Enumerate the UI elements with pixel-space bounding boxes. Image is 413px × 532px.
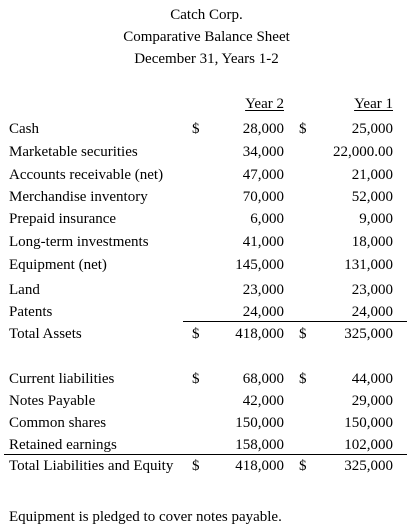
table-row-prepaid-insurance: [0, 210, 413, 228]
table-row-cash: [0, 120, 413, 138]
value-year2: 34,000: [242, 144, 284, 160]
table-row-equipment: [0, 256, 413, 274]
company-name: Catch Corp.: [170, 7, 243, 23]
currency-symbol: $: [192, 121, 200, 137]
value-year2: 41,000: [242, 234, 284, 250]
row-label: Total Assets: [9, 326, 82, 342]
row-label: Prepaid insurance: [9, 211, 117, 227]
table-row-patents: [0, 303, 413, 321]
currency-symbol: $: [299, 458, 307, 474]
row-label: Patents: [9, 304, 53, 320]
currency-symbol: $: [192, 326, 200, 342]
subtotal-rule: [183, 321, 407, 322]
statement-period: December 31, Years 1-2: [134, 51, 279, 67]
value-year2: 28,000: [242, 121, 284, 137]
value-year2: 418,000: [235, 458, 284, 474]
statement-title: Comparative Balance Sheet: [123, 29, 290, 45]
row-label: Land: [9, 282, 40, 298]
value-year1: 21,000: [351, 167, 393, 183]
value-year2: 23,000: [242, 282, 284, 298]
value-year2: 24,000: [242, 304, 284, 320]
value-year2: 418,000: [235, 326, 284, 342]
value-year1: 29,000: [351, 393, 393, 409]
row-label: Retained earnings: [9, 437, 117, 453]
currency-symbol: $: [192, 371, 200, 387]
value-year1: 325,000: [344, 458, 393, 474]
total-liabilities-equity-row: [0, 457, 413, 475]
value-year2: 70,000: [242, 189, 284, 205]
value-year2: 6,000: [250, 211, 284, 227]
table-row-accounts-receivable: [0, 166, 413, 184]
row-label: Cash: [9, 121, 39, 137]
currency-symbol: $: [299, 326, 307, 342]
table-row-merchandise-inventory: [0, 188, 413, 206]
currency-symbol: $: [299, 121, 307, 137]
table-row-land: [0, 281, 413, 299]
value-year1: 44,000: [351, 371, 393, 387]
table-row-notes-payable: [0, 392, 413, 410]
table-row-marketable-securities: [0, 143, 413, 161]
table-row-common-shares: [0, 414, 413, 432]
row-label: Merchandise inventory: [9, 189, 148, 205]
value-year1: 325,000: [344, 326, 393, 342]
footnote: Equipment is pledged to cover notes payable.: [9, 509, 282, 525]
table-row-current-liabilities: [0, 370, 413, 388]
value-year1: 52,000: [351, 189, 393, 205]
value-year1: 22,000.00: [333, 144, 393, 160]
value-year1: 131,000: [344, 257, 393, 273]
value-year1: 24,000: [351, 304, 393, 320]
row-label: Common shares: [9, 415, 107, 431]
value-year1: 18,000: [351, 234, 393, 250]
value-year2: 42,000: [242, 393, 284, 409]
value-year2: 150,000: [235, 415, 284, 431]
table-row-retained-earnings: [0, 436, 413, 454]
column-header-year1: Year 1: [354, 96, 393, 112]
row-label: Equipment (net): [9, 257, 107, 273]
table-row-long-term-investments: [0, 233, 413, 251]
value-year2: 47,000: [242, 167, 284, 183]
row-label: Notes Payable: [9, 393, 96, 409]
value-year2: 145,000: [235, 257, 284, 273]
value-year1: 23,000: [351, 282, 393, 298]
row-label: Accounts receivable (net): [9, 167, 164, 183]
value-year2: 68,000: [242, 371, 284, 387]
currency-symbol: $: [299, 371, 307, 387]
value-year1: 9,000: [359, 211, 393, 227]
row-label: Marketable securities: [9, 144, 138, 160]
value-year1: 102,000: [344, 437, 393, 453]
value-year1: 25,000: [351, 121, 393, 137]
value-year2: 158,000: [235, 437, 284, 453]
row-label: Long-term investments: [9, 234, 149, 250]
column-header-year2: Year 2: [245, 96, 284, 112]
value-year1: 150,000: [344, 415, 393, 431]
row-label: Total Liabilities and Equity: [9, 458, 174, 474]
currency-symbol: $: [192, 458, 200, 474]
row-label: Current liabilities: [9, 371, 115, 387]
total-rule: [4, 454, 407, 455]
total-assets-row: [0, 325, 413, 343]
